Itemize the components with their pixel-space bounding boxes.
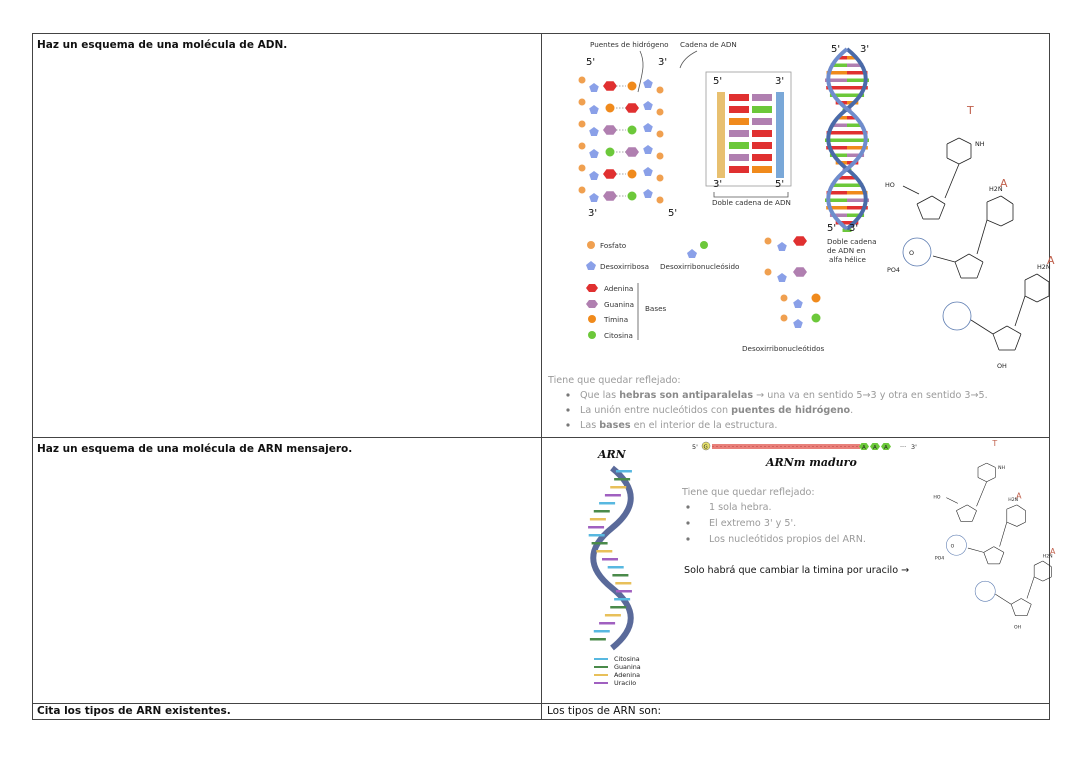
base-mark bbox=[812, 314, 821, 323]
base-pair-bar bbox=[729, 166, 749, 173]
base-pair-bar bbox=[752, 142, 772, 149]
rna-base bbox=[602, 558, 618, 561]
phosphate-mark bbox=[657, 175, 664, 182]
rna-base bbox=[589, 534, 605, 537]
rna-base bbox=[590, 518, 606, 521]
svg-text:H2N: H2N bbox=[989, 185, 1003, 193]
svg-text:O: O bbox=[909, 249, 915, 257]
arn-title: ARN bbox=[598, 448, 626, 461]
sugar-mark bbox=[793, 299, 803, 308]
rna-chemical-structure bbox=[933, 439, 1056, 631]
svg-text:alfa hélice: alfa hélice bbox=[829, 255, 866, 264]
rna-legend bbox=[594, 655, 641, 687]
svg-text:Doble cadena: Doble cadena bbox=[827, 237, 877, 246]
label-3-helix-bottom: 3' bbox=[849, 223, 859, 234]
svg-text:O: O bbox=[950, 544, 955, 550]
base-pair-bar bbox=[752, 94, 772, 101]
base-mark bbox=[603, 191, 617, 201]
legend-timina: Timina bbox=[604, 315, 629, 324]
answer-cell-arn[interactable] bbox=[542, 438, 1056, 704]
sugar-mark bbox=[643, 189, 653, 198]
base-mark bbox=[603, 125, 617, 135]
legend-desoxirribosa: Desoxirribosa bbox=[600, 262, 650, 271]
base-mark bbox=[606, 104, 615, 113]
label-5-helix-bottom: 5' bbox=[827, 223, 837, 234]
svg-text:H2N: H2N bbox=[1037, 263, 1051, 271]
worksheet bbox=[32, 33, 1056, 720]
base-pair-bar bbox=[752, 106, 772, 113]
adn-notes bbox=[547, 375, 988, 431]
label-desoxirribonucleotidos: Desoxirribonucleótidos bbox=[742, 344, 825, 353]
svg-text:NH: NH bbox=[975, 140, 985, 148]
dna-legend bbox=[586, 236, 825, 353]
double-strand-block bbox=[706, 72, 791, 207]
base-pair-bar bbox=[752, 118, 772, 125]
phosphate-mark bbox=[579, 99, 586, 106]
answer-cell-adn[interactable] bbox=[542, 34, 1055, 438]
label-3-block-bottom: 3' bbox=[713, 179, 723, 190]
question-cell[interactable] bbox=[33, 438, 542, 704]
svg-text:A: A bbox=[1047, 254, 1055, 267]
arnm-label: ARNm maduro bbox=[766, 456, 857, 469]
phosphate-mark bbox=[579, 187, 586, 194]
phosphate-mark bbox=[657, 87, 664, 94]
base-pair-bar bbox=[729, 118, 749, 125]
arn-note-3: Los nucleótidos propios del ARN. bbox=[709, 534, 866, 545]
sugar-mark bbox=[643, 101, 653, 110]
label-3-helix-top: 3' bbox=[860, 44, 870, 55]
rna-base bbox=[608, 566, 624, 569]
svg-text:H2N: H2N bbox=[1008, 498, 1019, 504]
sugar-mark bbox=[589, 83, 599, 92]
svg-text:HO: HO bbox=[885, 181, 895, 189]
mrna-3: 3' bbox=[911, 443, 917, 451]
adn-notes-title: Tiene que quedar reflejado: bbox=[548, 375, 681, 386]
rna-legend-citosina: Citosina bbox=[614, 655, 640, 663]
legend-adenina: Adenina bbox=[604, 284, 634, 293]
base-pair-bar bbox=[752, 130, 772, 137]
question-adn: Haz un esquema de una molécula de ADN. bbox=[37, 39, 288, 51]
rna-figure bbox=[542, 438, 1056, 704]
svg-text:HO: HO bbox=[933, 495, 941, 501]
ladder-nucleotides bbox=[579, 77, 664, 204]
label-3-top-right: 3' bbox=[658, 57, 668, 68]
sugar-mark bbox=[589, 149, 599, 158]
base-mark bbox=[603, 169, 617, 179]
row-adn bbox=[33, 34, 1050, 438]
sugar-mark bbox=[793, 319, 803, 328]
base-mark bbox=[628, 192, 637, 201]
question-cell[interactable] bbox=[33, 704, 542, 720]
phosphate-mark bbox=[579, 165, 586, 172]
legend-bases: Bases bbox=[645, 304, 667, 313]
arn-solo-text: Solo habrá que cambiar la timina por uracilo → bbox=[684, 565, 910, 576]
svg-text:T: T bbox=[967, 104, 974, 117]
adn-note-2: La unión entre nucleótidos con puentes de hidrógeno. bbox=[580, 405, 854, 416]
label-5-helix-top: 5' bbox=[831, 44, 841, 55]
rna-base bbox=[616, 590, 632, 593]
dna-ladder-scheme bbox=[579, 40, 737, 219]
phosphate-mark bbox=[657, 153, 664, 160]
svg-text:H2N: H2N bbox=[1042, 554, 1053, 560]
base-mark bbox=[625, 103, 639, 113]
rna-base bbox=[596, 550, 612, 553]
double-helix bbox=[825, 44, 876, 264]
sugar-mark bbox=[643, 167, 653, 176]
sugar-mark bbox=[643, 79, 653, 88]
label-3-bottom-left: 3' bbox=[588, 208, 598, 219]
sugar-mark bbox=[777, 273, 787, 282]
label-5-top-left: 5' bbox=[586, 57, 596, 68]
base-pair-bar bbox=[752, 154, 772, 161]
row-arn bbox=[33, 438, 1050, 704]
label-5-block-top: 5' bbox=[713, 76, 723, 87]
rna-base bbox=[614, 598, 630, 601]
base-pair-bar bbox=[729, 130, 749, 137]
mrna-5: 5' bbox=[692, 443, 698, 451]
label-5-block-bottom: 5' bbox=[775, 179, 785, 190]
arn-note-2: El extremo 3' y 5'. bbox=[709, 518, 797, 529]
row-tipos bbox=[33, 704, 1050, 720]
sugar-mark bbox=[589, 105, 599, 114]
sugar-mark bbox=[589, 193, 599, 202]
rna-base bbox=[590, 638, 606, 641]
phosphate-mark bbox=[657, 197, 664, 204]
phosphate-mark bbox=[657, 131, 664, 138]
phosphate-mark bbox=[579, 121, 586, 128]
rna-base bbox=[599, 622, 615, 625]
svg-text:A: A bbox=[873, 445, 877, 451]
phosphate-mark bbox=[781, 315, 788, 322]
rna-base bbox=[594, 630, 610, 633]
base-mark bbox=[628, 82, 637, 91]
dna-chemical-structure bbox=[885, 104, 1055, 370]
base-mark bbox=[625, 147, 639, 157]
base-pair-bar bbox=[729, 142, 749, 149]
rna-legend-uracilo: Uracilo bbox=[614, 679, 637, 687]
svg-text:···: ··· bbox=[900, 443, 907, 451]
helix-rungs bbox=[825, 56, 869, 232]
rna-base bbox=[592, 542, 608, 545]
base-pair-bars bbox=[729, 94, 772, 173]
svg-text:OH: OH bbox=[1014, 625, 1022, 631]
svg-text:PO4: PO4 bbox=[934, 556, 945, 562]
base-mark bbox=[793, 267, 807, 277]
sugar-mark bbox=[643, 123, 653, 132]
legend-guanina: Guanina bbox=[604, 300, 635, 309]
answer-tipos: Los tipos de ARN son: bbox=[547, 705, 662, 717]
phosphate-mark bbox=[781, 295, 788, 302]
label-3-block-top: 3' bbox=[775, 76, 785, 87]
question-arn: Haz un esquema de una molécula de ARN mensajero. bbox=[37, 443, 353, 455]
svg-text:NH: NH bbox=[998, 465, 1006, 471]
phosphate-mark bbox=[765, 269, 772, 276]
rna-base bbox=[599, 502, 615, 505]
svg-text:de ADN en: de ADN en bbox=[827, 246, 866, 255]
rna-legend-adenina: Adenina bbox=[614, 671, 641, 679]
svg-text:G: G bbox=[703, 444, 708, 451]
backbone-right bbox=[776, 92, 784, 178]
svg-text:A: A bbox=[1016, 491, 1022, 501]
legend-fosfato: Fosfato bbox=[600, 241, 627, 250]
adn-note-1: Que las hebras son antiparalelas → una va en sentido 5→3 y otra en sentido 3→5. bbox=[580, 390, 988, 401]
base-pair-bar bbox=[729, 154, 749, 161]
label-5-bottom-right: 5' bbox=[668, 208, 678, 219]
label-desoxirribonucleosido: Desoxirribonucleósido bbox=[660, 262, 740, 271]
arn-note-1: 1 sola hebra. bbox=[709, 502, 772, 513]
svg-text:T: T bbox=[992, 438, 998, 448]
adn-note-3: Las bases en el interior de la estructura. bbox=[580, 420, 778, 431]
rna-base bbox=[588, 526, 604, 529]
rna-base bbox=[610, 606, 626, 609]
rna-legend-guanina: Guanina bbox=[614, 663, 641, 671]
rna-base bbox=[610, 486, 626, 489]
label-puentes: Puentes de hidrógeno bbox=[590, 40, 669, 49]
rna-base bbox=[605, 614, 621, 617]
rna-base bbox=[594, 510, 610, 513]
svg-text:A: A bbox=[884, 445, 888, 451]
label-cadena: Cadena de ADN bbox=[680, 40, 737, 49]
arn-notes-title: Tiene que quedar reflejado: bbox=[682, 487, 815, 498]
base-mark bbox=[793, 236, 807, 246]
svg-text:PO4: PO4 bbox=[887, 266, 900, 274]
base-pair-bar bbox=[729, 106, 749, 113]
mrna-strip bbox=[692, 442, 917, 469]
rna-base bbox=[614, 478, 630, 481]
svg-text:A: A bbox=[1000, 177, 1008, 190]
base-pair-bar bbox=[729, 94, 749, 101]
rna-base bbox=[616, 470, 632, 473]
phosphate-mark bbox=[765, 238, 772, 245]
base-mark bbox=[606, 148, 615, 157]
dna-figure bbox=[542, 34, 1055, 438]
label-doble-cadena: Doble cadena de ADN bbox=[712, 198, 791, 207]
sugar-mark bbox=[589, 127, 599, 136]
sugar-mark bbox=[589, 171, 599, 180]
rna-base bbox=[612, 574, 628, 577]
question-cell[interactable] bbox=[33, 34, 542, 438]
base-mark bbox=[812, 294, 821, 303]
worksheet-table bbox=[32, 33, 1056, 720]
base-mark bbox=[628, 126, 637, 135]
rna-helix bbox=[588, 468, 632, 648]
nucleotide-icons bbox=[765, 236, 821, 328]
base-pair-bar bbox=[752, 166, 772, 173]
base-mark bbox=[628, 170, 637, 179]
svg-text:OH: OH bbox=[997, 362, 1007, 370]
answer-cell-tipos[interactable] bbox=[542, 704, 1050, 720]
sugar-mark bbox=[643, 145, 653, 154]
sugar-mark bbox=[777, 242, 787, 251]
phosphate-mark bbox=[657, 109, 664, 116]
question-tipos: Cita los tipos de ARN existentes. bbox=[37, 705, 231, 717]
svg-text:A: A bbox=[862, 445, 866, 451]
base-mark bbox=[603, 81, 617, 91]
rna-base bbox=[615, 582, 631, 585]
svg-text:A: A bbox=[1050, 546, 1056, 556]
rna-base bbox=[605, 494, 621, 497]
phosphate-mark bbox=[579, 77, 586, 84]
phosphate-mark bbox=[579, 143, 586, 150]
backbone-left bbox=[717, 92, 725, 178]
legend-citosina: Citosina bbox=[604, 331, 633, 340]
